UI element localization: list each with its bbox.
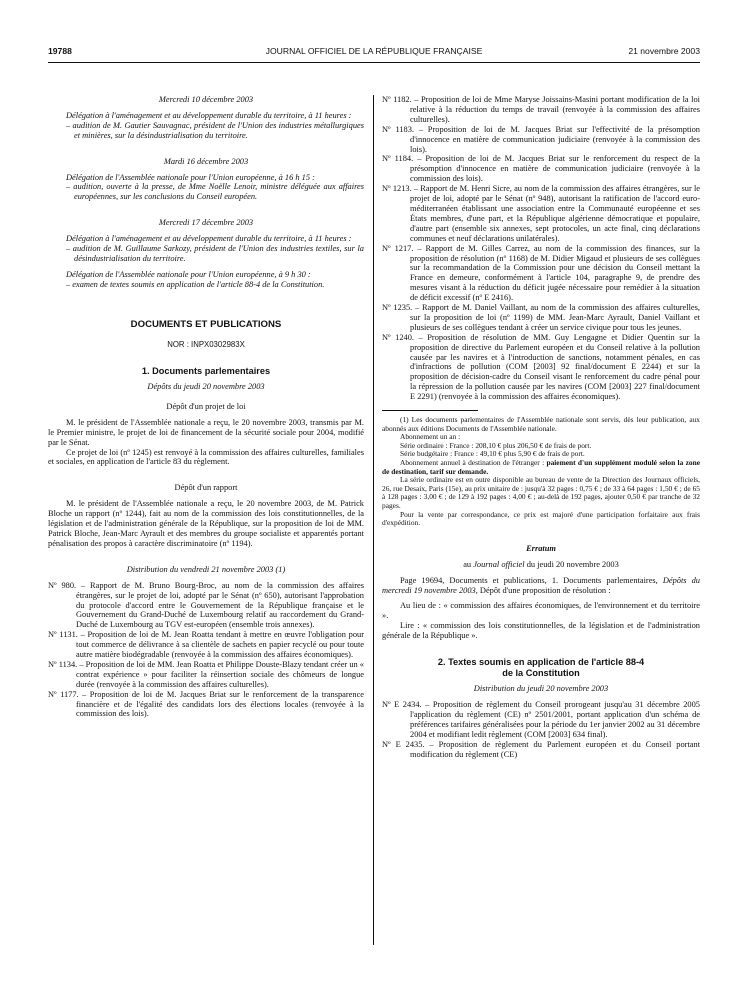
- erratum-text-part: Page 19694, Documents et publications, 1. Documents parlementaires,: [400, 575, 663, 585]
- column-divider: [373, 95, 374, 945]
- docs-title: DOCUMENTS ET PUBLICATIONS: [130, 318, 282, 330]
- section2-title-line: de la Constitution: [502, 667, 580, 678]
- distribution-title: Distribution du vendredi 21 novembre 2003 (1): [126, 564, 286, 574]
- entry-number: Nº 1240.: [382, 332, 415, 342]
- entry-text: – Proposition de loi de MM. Jean Roatta et Philippe Douste-Blazy tendant créer un « contrat expérience » pour faciliter la réinsertion sociale des chômeurs de longue durée (renvoyée à la commission des affaires culturelles).: [76, 659, 364, 689]
- document-entry: [48, 630, 364, 660]
- erratum-text-part: Dépôts du mercredi 19 novembre 2003,: [382, 575, 700, 595]
- footnote-text: Pour la vente par correspondance, ce prix est majoré d'une participation forfaitaire aux frais d'expédition.: [382, 509, 700, 528]
- agenda-item: – audition, ouverte à la presse, de Mme Noëlle Lenoir, ministre déléguée aux affaires européennes, sur les conclusions du Conseil européen.: [66, 182, 364, 202]
- footnote-rule: [382, 410, 478, 411]
- right-column: [382, 95, 700, 759]
- footnote-text: (1) Les documents parlementaires de l'Assemblée nationale sont servis, dès leur publication, aux abonnés aux éditions Documents de l'Assemblée nationale.: [382, 415, 700, 433]
- document-entry: [382, 125, 700, 155]
- entry-text: – Proposition de loi de M. Jacques Briat sur le renforcement de la transparence financière et de l'égalité des candidats lors des élections locales (renvoyée à la commission des lois).: [76, 689, 365, 719]
- page-number: 19788: [48, 46, 72, 56]
- document-entry: [382, 303, 700, 333]
- agenda-delegation: Délégation à l'aménagement et au développement durable du territoire, à 11 heures :: [66, 110, 352, 120]
- entry-text: – Rapport de M. Henri Sicre, au nom de la commission des affaires étrangères, sur le projet de loi, adopté par le Sénat (nº 948), autorisant la ratification de l'accord euro-méditerranéen établissant une association entre la Communauté européenne et ses États membres, d'une part, et la République algérienne démocratique et populaire, d'autre part (ensemble six annexes, sept protocoles, un acte final, cinq déclarations communes et neuf déclarations unilatérales).: [410, 184, 701, 243]
- entry-number: Nº 1131.: [48, 630, 78, 640]
- entry-number: Nº 1183.: [382, 124, 414, 134]
- entry-text: – Rapport de M. Gilles Carrez, au nom de la commission des finances, sur la proposition de résolution (nº 1168) de M. Didier Migaud et plusieurs de ses collègues sur la recommandation de la Commission pour une décision du Conseil mettant la France en demeure, conformément à l'article 104, paragraphe 9, de prendre des mesures visant à la réduction du déficit jugée nécessaire pour remédier à la situation de déficit excessif (nº E 2416).: [410, 243, 700, 303]
- document-entry: [48, 690, 364, 720]
- agenda-delegation: Délégation de l'Assemblée nationale pour l'Union européenne, à 9 h 30 :: [66, 269, 311, 279]
- document-entry: [382, 740, 700, 760]
- document-entry: [382, 244, 700, 303]
- footnote-text: Série ordinaire : France : 208,10 € plus 206,50 € de frais de port.: [400, 440, 592, 450]
- entry-text: – Rapport de M. Daniel Vaillant, au nom de la commission des affaires culturelles, sur la proposition de loi (nº 1199) de MM. Jean-Marc Ayrault, Daniel Vaillant et plusieurs de ses collègues tendant à créer un service civique pour tous les jeunes.: [410, 303, 700, 332]
- entry-number: Nº 1182.: [382, 95, 412, 104]
- footnote-text: Abonnement un an :: [400, 432, 461, 442]
- agenda-delegation: Délégation à l'aménagement et au développement durable du territoire, à 11 heures :: [66, 234, 352, 244]
- header-date: 21 novembre 2003: [628, 46, 700, 56]
- entry-text: – Proposition de loi de M. Jean Roatta tendant à mettre en œuvre l'obligation pour tout commerce de délivrance à sa clientèle de sachets en papier recyclé ou pour toute autre matière biodégradable (renvoyée à la commission des affaires économiques).: [76, 630, 364, 660]
- erratum-subtitle-part: au: [463, 559, 474, 569]
- agenda-item: – examen de textes soumis en application de l'article 88-4 de la Constitution.: [66, 279, 325, 289]
- nor-reference: NOR : INPX0302983X: [167, 339, 245, 349]
- footnote-text-part: Abonnement annuel à destination de l'étranger :: [400, 458, 547, 468]
- agenda-item: – audition de M. Guillaume Sarkozy, président de l'Union des industries textiles, sur la désindustrialisation du territoire.: [66, 244, 364, 263]
- footnote: [382, 416, 700, 528]
- projet-heading: Dépôt d'un projet de loi: [166, 401, 246, 411]
- agenda-day: Mercredi 10 décembre 2003: [158, 95, 254, 104]
- entry-text: – Proposition de loi de Mme Maryse Joissains-Masini portant modification de la loi relative à la réduction du temps de travail (renvoyée à la commission des affaires culturelles).: [410, 95, 700, 124]
- depots-title: Dépôts du jeudi 20 novembre 2003: [147, 382, 265, 391]
- entry-text: – Rapport de M. Bruno Bourg-Broc, au nom de la commission des affaires étrangères, sur le projet de loi, adopté par le Sénat (nº 650), autorisant l'approbation du protocole d'accord entre le Gouvernement de la République française et le Gouvernement du Grand-Duché de Luxembourg relatif au raccordement du Grand-Duché de Luxembourg au TGV est-européen (ensemble trois annexes).: [76, 580, 365, 630]
- entry-text: – Proposition de loi de M. Jacques Briat sur le renforcement du respect de la présomption d'innocence en matière de communication judiciaire (renvoyée à la commission des lois).: [410, 154, 700, 184]
- erratum-subtitle-part: Journal officiel: [473, 559, 525, 569]
- document-entry: [48, 581, 364, 631]
- rapport-heading: Dépôt d'un rapport: [174, 483, 238, 493]
- entry-number: Nº E 2434.: [382, 699, 422, 709]
- projet-paragraph: Ce projet de loi (nº 1245) est renvoyé à la commission des affaires culturelles, familiales et sociales, en application de l'article 83 du règlement.: [48, 447, 364, 467]
- entry-text: – Proposition de règlement du Conseil prorogeant jusqu'au 31 décembre 2005 l'application du règlement (CE) nº 2501/2001, portant application d'un schéma de préférences tarifaires généralisées pour la période du 1er janvier 2002 au 31 décembre 2004 et modifiant ledit règlement (COM [2003] 634 final).: [410, 699, 700, 739]
- distribution2-title: Distribution du jeudi 20 novembre 2003: [473, 684, 609, 694]
- entry-number: Nº 1235.: [382, 303, 413, 313]
- agenda-day: Mercredi 17 décembre 2003: [158, 218, 254, 228]
- erratum-paragraph: Au lieu de : « commission des affaires économiques, de l'environnement et du territoire ».: [382, 601, 700, 621]
- entry-number: Nº 1217.: [382, 243, 414, 253]
- entry-number: Nº 1177.: [48, 689, 79, 699]
- entry-number: Nº 1184.: [382, 154, 414, 164]
- document-entry: [48, 660, 364, 690]
- erratum-subtitle: [382, 560, 700, 570]
- erratum-paragraph: Lire : « commission des lois constitutionnelles, de la législation et de l'administration générale de la République ».: [382, 621, 700, 641]
- erratum-paragraph: [382, 576, 700, 596]
- document-entry: [382, 184, 700, 243]
- footnote-text: Série budgétaire : France : 49,10 € plus 5,90 € de frais de port.: [400, 449, 585, 459]
- section1-title: 1. Documents parlementaires: [141, 365, 271, 376]
- section2-title-line: 2. Textes soumis en application de l'article 88-4: [437, 657, 645, 668]
- agenda-item: – audition de M. Gautier Sauvagnac, président de l'Union des industries métallurgiques et minières, sur la désindustrialisation du territoire.: [66, 120, 364, 140]
- agenda-delegation: Délégation de l'Assemblée nationale pour l'Union européenne, à 16 h 15 :: [66, 172, 315, 182]
- document-entry: [382, 333, 700, 402]
- document-entry: [382, 700, 700, 740]
- footnote-text: La série ordinaire est en outre disponible au bureau de vente de la Direction des Journaux officiels, 26, rue Desaix, Paris (15e), au prix unitaire de : jusqu'à 32 pages : 0,75 € ; de 33 à 64 pages : 1,50 € ; de 65 à 128 pages : 3,00 € ; de 129 à 192 pages : 4,00 € ; au-delà de 192 pages, ajouter 0,50 € par tranche de 32 pages.: [382, 475, 700, 511]
- footnote-text: [382, 459, 700, 476]
- agenda-day: Mardi 16 décembre 2003: [163, 156, 249, 166]
- erratum-text-part: Dépôt d'une proposition de résolution :: [477, 585, 611, 595]
- footnote-bold-part: paiement d'un supplément modulé selon la zone de destination, tarif sur demande.: [382, 458, 700, 476]
- entry-number: Nº E 2435.: [382, 739, 425, 749]
- erratum-title: Erratum: [526, 543, 556, 553]
- page-header: [48, 46, 700, 60]
- document-entry: [382, 95, 700, 125]
- left-column: [48, 95, 364, 719]
- entry-text: – Proposition de résolution de MM. Guy Lengagne et Didier Quentin sur la proposition de directive du Parlement européen et du Conseil relative à la pollution causée par les navires et à l'introduction de sanctions, notamment pénales, en cas d'infractions de pollution (COM [2003] 92 final/document E 2244) et sur la proposition de décision-cadre du Conseil visant le renforcement du cadre pénal pour la répression de la pollution causée par les navires (COM [2003] 227 final/document E 2291) (renvoyée à la commission des affaires économiques).: [410, 332, 701, 402]
- entry-number: Nº 1213.: [382, 184, 412, 194]
- section2-title: [382, 657, 700, 678]
- entry-text: – Proposition de règlement du Parlement européen et du Conseil portant modification du règlement (CE): [410, 739, 701, 759]
- header-rule: [48, 62, 700, 63]
- projet-paragraph: M. le président de l'Assemblée nationale a reçu, le 20 novembre 2003, transmis par M. le Premier ministre, le projet de loi de financement de la sécurité sociale pour 2004, modifié par le Sénat.: [48, 417, 364, 447]
- erratum-subtitle-part: du jeudi 20 novembre 2003: [524, 559, 619, 569]
- journal-title: JOURNAL OFFICIEL DE LA RÉPUBLIQUE FRANÇAISE: [265, 46, 483, 56]
- rapport-paragraph: M. le président de l'Assemblée nationale a reçu, le 20 novembre 2003, de M. Patrick Bloche un rapport (nº 1244), fait au nom de la commission des lois constitutionnelles, de la législation et de l'administration générale de la République, sur la proposition de loi de MM. Patrick Bloche, Jean-Marc Ayrault et des membres du groupe socialiste et apparentés portant pénalisation des propos à caractère discriminatoire (nº 1194).: [48, 499, 364, 548]
- entry-text: – Proposition de loi de M. Jacques Briat sur l'effectivité de la présomption d'innocence en matière de communication judiciaire (renvoyée à la commission des lois).: [410, 124, 700, 154]
- document-entry: [382, 154, 700, 184]
- entry-number: Nº 980.: [48, 580, 77, 590]
- entry-number: Nº 1134.: [48, 659, 78, 669]
